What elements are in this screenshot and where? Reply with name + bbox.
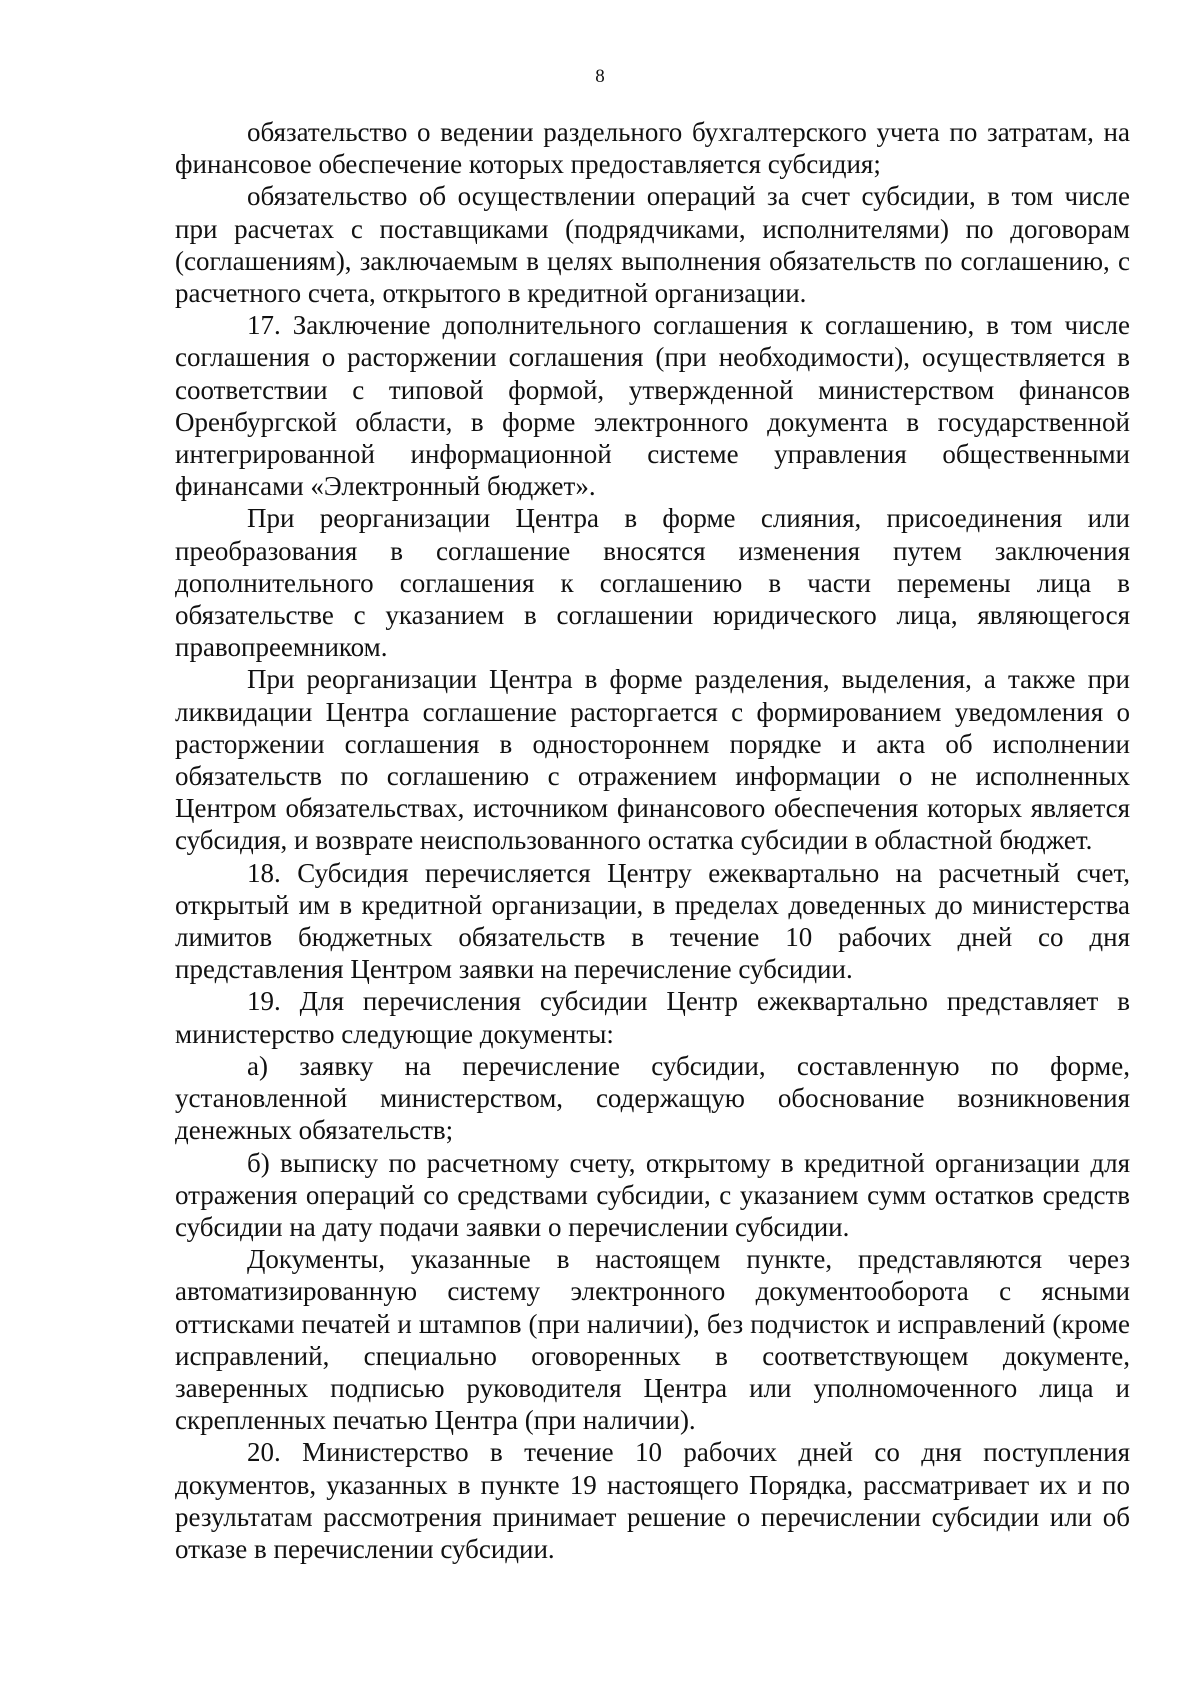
paragraph-19b-statement: б) выписку по расчетному счету, открытому в кредитной организации для отражения операций со средствами субсидии, с указанием сумм остатков средств субсидии на дату подачи заявки о перечислении субсидии. xyxy=(175,1147,1130,1242)
paragraph-documents-submission: Документы, указанные в настоящем пункте, представляются через автоматизированную систему электронного документооборота с ясными оттисками печатей и штампов (при наличии), без подчисток и исправлений (кроме исправлений, специально оговоренных в соответствующем документе, заверенных подписью руководителя Центра или уполномоченного лица и скрепленных печатью Центра (при наличии). xyxy=(175,1244,1130,1436)
paragraph-19-documents: 19. Для перечисления субсидии Центр ежеквартально представляет в министерство следующие документы: xyxy=(175,986,1130,1049)
paragraph-19a-application: а) заявку на перечисление субсидии, составленную по форме, установленной министерством, содержащую обоснование возникновения денежных обязательств; xyxy=(175,1050,1130,1146)
paragraph-accounting-obligation: обязательство о ведении раздельного бухгалтерского учета по затратам, на финансовое обеспечение которых предоставляется субсидия; xyxy=(175,117,1130,180)
paragraph-operations-obligation: обязательство об осуществлении операций за счет субсидии, в том числе при расчетах с поставщиками (подрядчиками, исполнителями) по договорам (соглашениям), заключаемым в целях выполнения обязательств по соглашению, с расчетного счета, открытого в кредитной организации. xyxy=(175,181,1130,309)
paragraph-reorganization-division: При реорганизации Центра в форме разделения, выделения, а также при ликвидации Центра соглашение расторгается с формированием уведомления о расторжении соглашения в одностороннем порядке и акта об исполнении обязательств по соглашению с отражением информации о не исполненных Центром обязательствах, источником финансового обеспечения которых является субсидия, и возврате неиспользованного остатка субсидии в областной бюджет. xyxy=(175,664,1130,856)
document-body xyxy=(175,116,1130,1565)
paragraph-reorganization-merger: При реорганизации Центра в форме слияния, присоединения или преобразования в соглашение вносятся изменения путем заключения дополнительного соглашения к соглашению в части перемены лица в обязательстве с указанием в соглашении юридического лица, являющегося правопреемником. xyxy=(175,503,1130,663)
paragraph-17-additional-agreement: 17. Заключение дополнительного соглашения к соглашению, в том числе соглашения о расторжении соглашения (при необходимости), осуществляется в соответствии с типовой формой, утвержденной министерством финансов Оренбургской области, в форме электронного документа в государственной интегрированной информационной системе управления общественными финансами «Электронный бюджет». xyxy=(175,310,1130,502)
paragraph-18-transfer: 18. Субсидия перечисляется Центру ежеквартально на расчетный счет, открытый им в кредитной организации, в пределах доведенных до министерства лимитов бюджетных обязательств в течение 10 рабочих дней со дня представления Центром заявки на перечисление субсидии. xyxy=(175,857,1130,985)
page-number: 8 xyxy=(595,66,605,87)
paragraph-20-ministry-review: 20. Министерство в течение 10 рабочих дней со дня поступления документов, указанных в пункте 19 настоящего Порядка, рассматривает их и по результатам рассмотрения принимает решение о перечислении субсидии или об отказе в перечислении субсидии. xyxy=(175,1437,1130,1564)
